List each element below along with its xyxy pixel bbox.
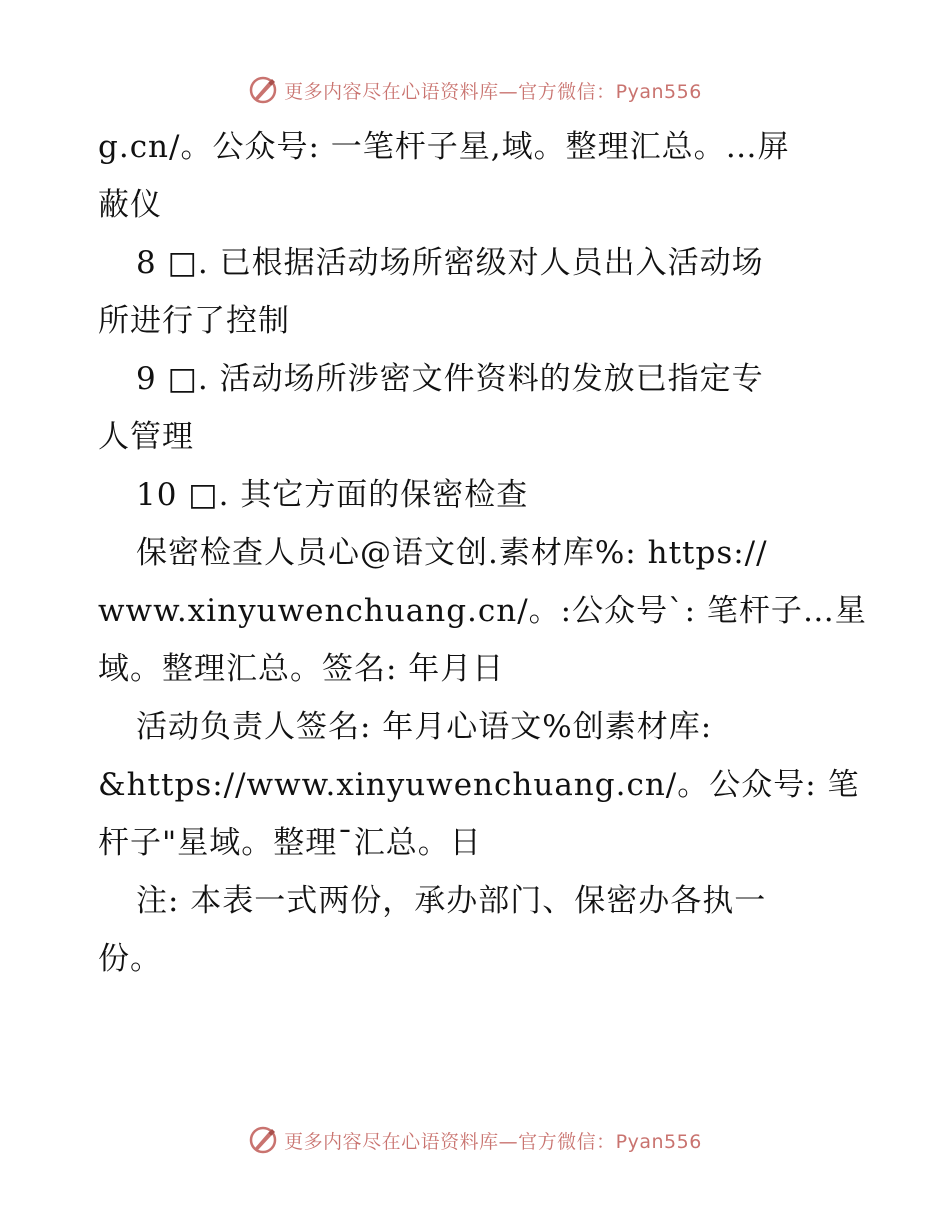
text-line: 杆子"星域。整理¯汇总。日 — [98, 825, 482, 861]
header-banner — [0, 70, 950, 110]
pen-circle-logo-icon — [248, 75, 278, 105]
responsible-line: 活动负责人签名: 年月心语文%创素材库: — [136, 709, 713, 745]
text-line: 份。 — [98, 941, 162, 977]
text-line: 所进行了控制 — [98, 303, 290, 339]
checklist-item-10: 10 □. 其它方面的保密检查 — [136, 477, 529, 513]
text-line: 域。整理汇总。签名: 年月日 — [98, 651, 505, 687]
text-line: 蔽仪 — [98, 187, 162, 223]
footer-banner — [0, 1120, 950, 1160]
text-line: 人管理 — [98, 419, 194, 455]
inspector-line: 保密检查人员心@语文创.素材库%: https:// — [136, 535, 768, 571]
text-line: &https://www.xinyuwenchuang.cn/。公众号: 笔 — [98, 767, 860, 803]
document-body — [98, 118, 867, 988]
pen-circle-logo-icon — [248, 1125, 278, 1155]
header-text: 更多内容尽在心语资料库—官方微信：Pyan556 — [284, 80, 702, 103]
checklist-item-8: 8 □. 已根据活动场所密级对人员出入活动场 — [136, 245, 764, 281]
text-line: www.xinyuwenchuang.cn/。:公众号`: 笔杆子…星 — [98, 593, 867, 629]
note-line: 注: 本表一式两份，承办部门、保密办各执一 — [136, 883, 767, 919]
checklist-item-9: 9 □. 活动场所涉密文件资料的发放已指定专 — [136, 361, 764, 397]
footer-text: 更多内容尽在心语资料库—官方微信：Pyan556 — [284, 1130, 702, 1153]
text-line: g.cn/。公众号: 一笔杆子星,域。整理汇总。…屏 — [98, 129, 790, 165]
